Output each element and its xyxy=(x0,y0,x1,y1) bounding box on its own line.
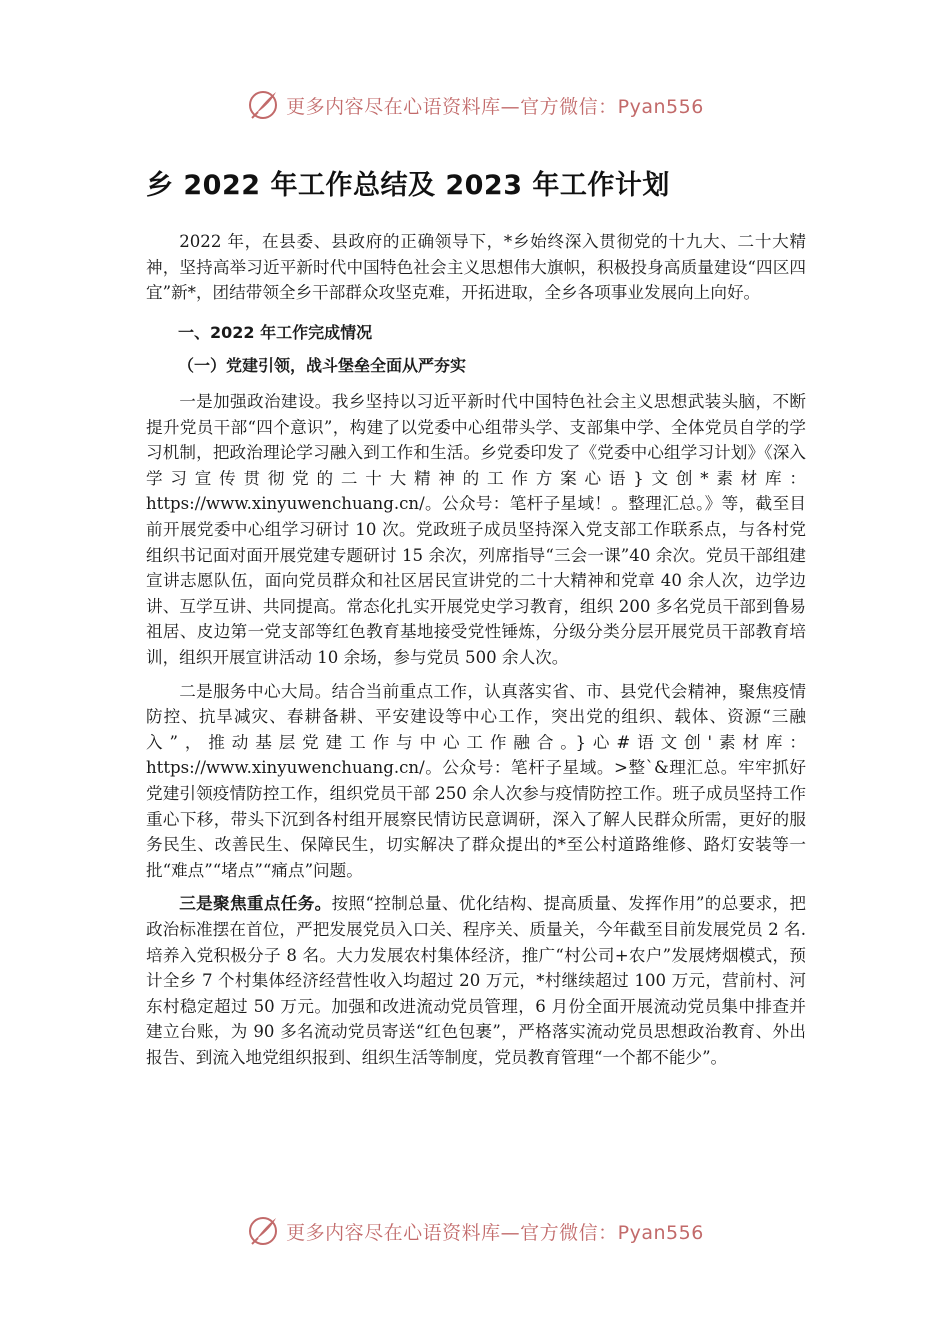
document-body xyxy=(146,168,806,1071)
intro-paragraph: 2022 年，在县委、县政府的正确领导下，*乡始终深入贯彻党的十九大、二十大精神，坚持高举习近平新时代中国特色社会主义思想伟大旗帜，积极投身高质量建设“四区四宜”新*，团结带领全乡干部群众攻坚克难，开拓进取，全乡各项事业发展向上向好。 xyxy=(146,232,806,303)
subsection-heading: （一）党建引领，战斗堡垒全面从严夯实 xyxy=(178,356,467,376)
watermark-text: 更多内容尽在心语资料库—官方微信：Pyan556 xyxy=(286,95,704,118)
watermark-text: 更多内容尽在心语资料库—官方微信：Pyan556 xyxy=(286,1221,704,1244)
quill-logo-icon xyxy=(246,88,280,122)
paragraph-lead: 三是聚焦重点任务。 xyxy=(179,894,332,914)
paragraph-body: 按照“控制总量、优化结构、提高质量、发挥作用”的总要求，把政治标准摆在首位，严把发展党员入口关、程序关、质量关，今年截至目前发展党员 2 名.培养入党积极分子 8 名。大力发展农村集体经济，推广“村公司+农户”发展烤烟模式，预计全乡 7 个村集体经济经营性收入均超过 20 万元，*村继续超过 100 万元，营前村、河东村稳定超过 50 万元。加强和改进流动党员管理，6 月份全面开展流动党员集中排查并建立台账，为 90 多名流动党员寄送“红色包裹”，严格落实流动党员思想政治教育、外出报告、到流入地党组织报到、组织生活等制度，党员教育管理“一个都不能少”。 xyxy=(146,894,807,1067)
quill-logo-icon xyxy=(246,1214,280,1248)
paragraph-serve-center: 二是服务中心大局。结合当前重点工作，认真落实省、市、县党代会精神，聚焦疫情防控、抗旱减灾、春耕备耕、平安建设等中心工作，突出党的组织、载体、资源“三融入”，推动基层党建工作与中心工作融合。}心#语文创'素材库：https://www.xinyuwenchuang.cn/。公众号：笔杆子星域。>整`&理汇总。牢牢抓好党建引领疫情防控工作，组织党员干部 250 余人次参与疫情防控工作。班子成员坚持工作重心下移，带头下沉到各村组开展察民情访民意调研，深入了解人民群众所需，更好的服务民生、改善民生、保障民生，切实解决了群众提出的*至公村道路维修、路灯安装等一批“难点”“堵点”“痛点”问题。 xyxy=(146,681,806,880)
watermark-footer xyxy=(0,1214,950,1248)
paragraph-political-building: 一是加强政治建设。我乡坚持以习近平新时代中国特色社会主义思想武装头脑，不断提升党员干部“四个意识”，构建了以党委中心组带头学、支部集中学、全体党员自学的学习机制，把政治理论学习融入到工作和生活。乡党委印发了《党委中心组学习计划》《深入学习宣传贯彻党的二十大精神的工作方案心语}文创*素材库：https://www.xinyuwenchuang.cn/。公众号：笔杆子星域！。整理汇总。》等，截至目前开展党委中心组学习研讨 10 次。党政班子成员坚持深入党支部工作联系点，与各村党组织书记面对面开展党建专题研讨 15 余次，列席指导“三会一课”40 余次。党员干部组建宣讲志愿队伍，面向党员群众和社区居民宣讲党的二十大精神和党章 40 余人次，边学边讲、互学互讲、共同提高。常态化扎实开展党史学习教育，组织 200 多名党员干部到鲁易祖居、皮边第一党支部等红色教育基地接受党性锤炼，分级分类分层开展党员干部教育培训，组织开展宣讲活动 10 余场，参与党员 500 余人次。 xyxy=(146,392,806,667)
document-title: 乡 2022 年工作总结及 2023 年工作计划 xyxy=(146,170,670,201)
section-heading: 一、2022 年工作完成情况 xyxy=(178,322,373,342)
watermark-header xyxy=(0,88,950,122)
paragraph-key-tasks xyxy=(146,891,806,1070)
